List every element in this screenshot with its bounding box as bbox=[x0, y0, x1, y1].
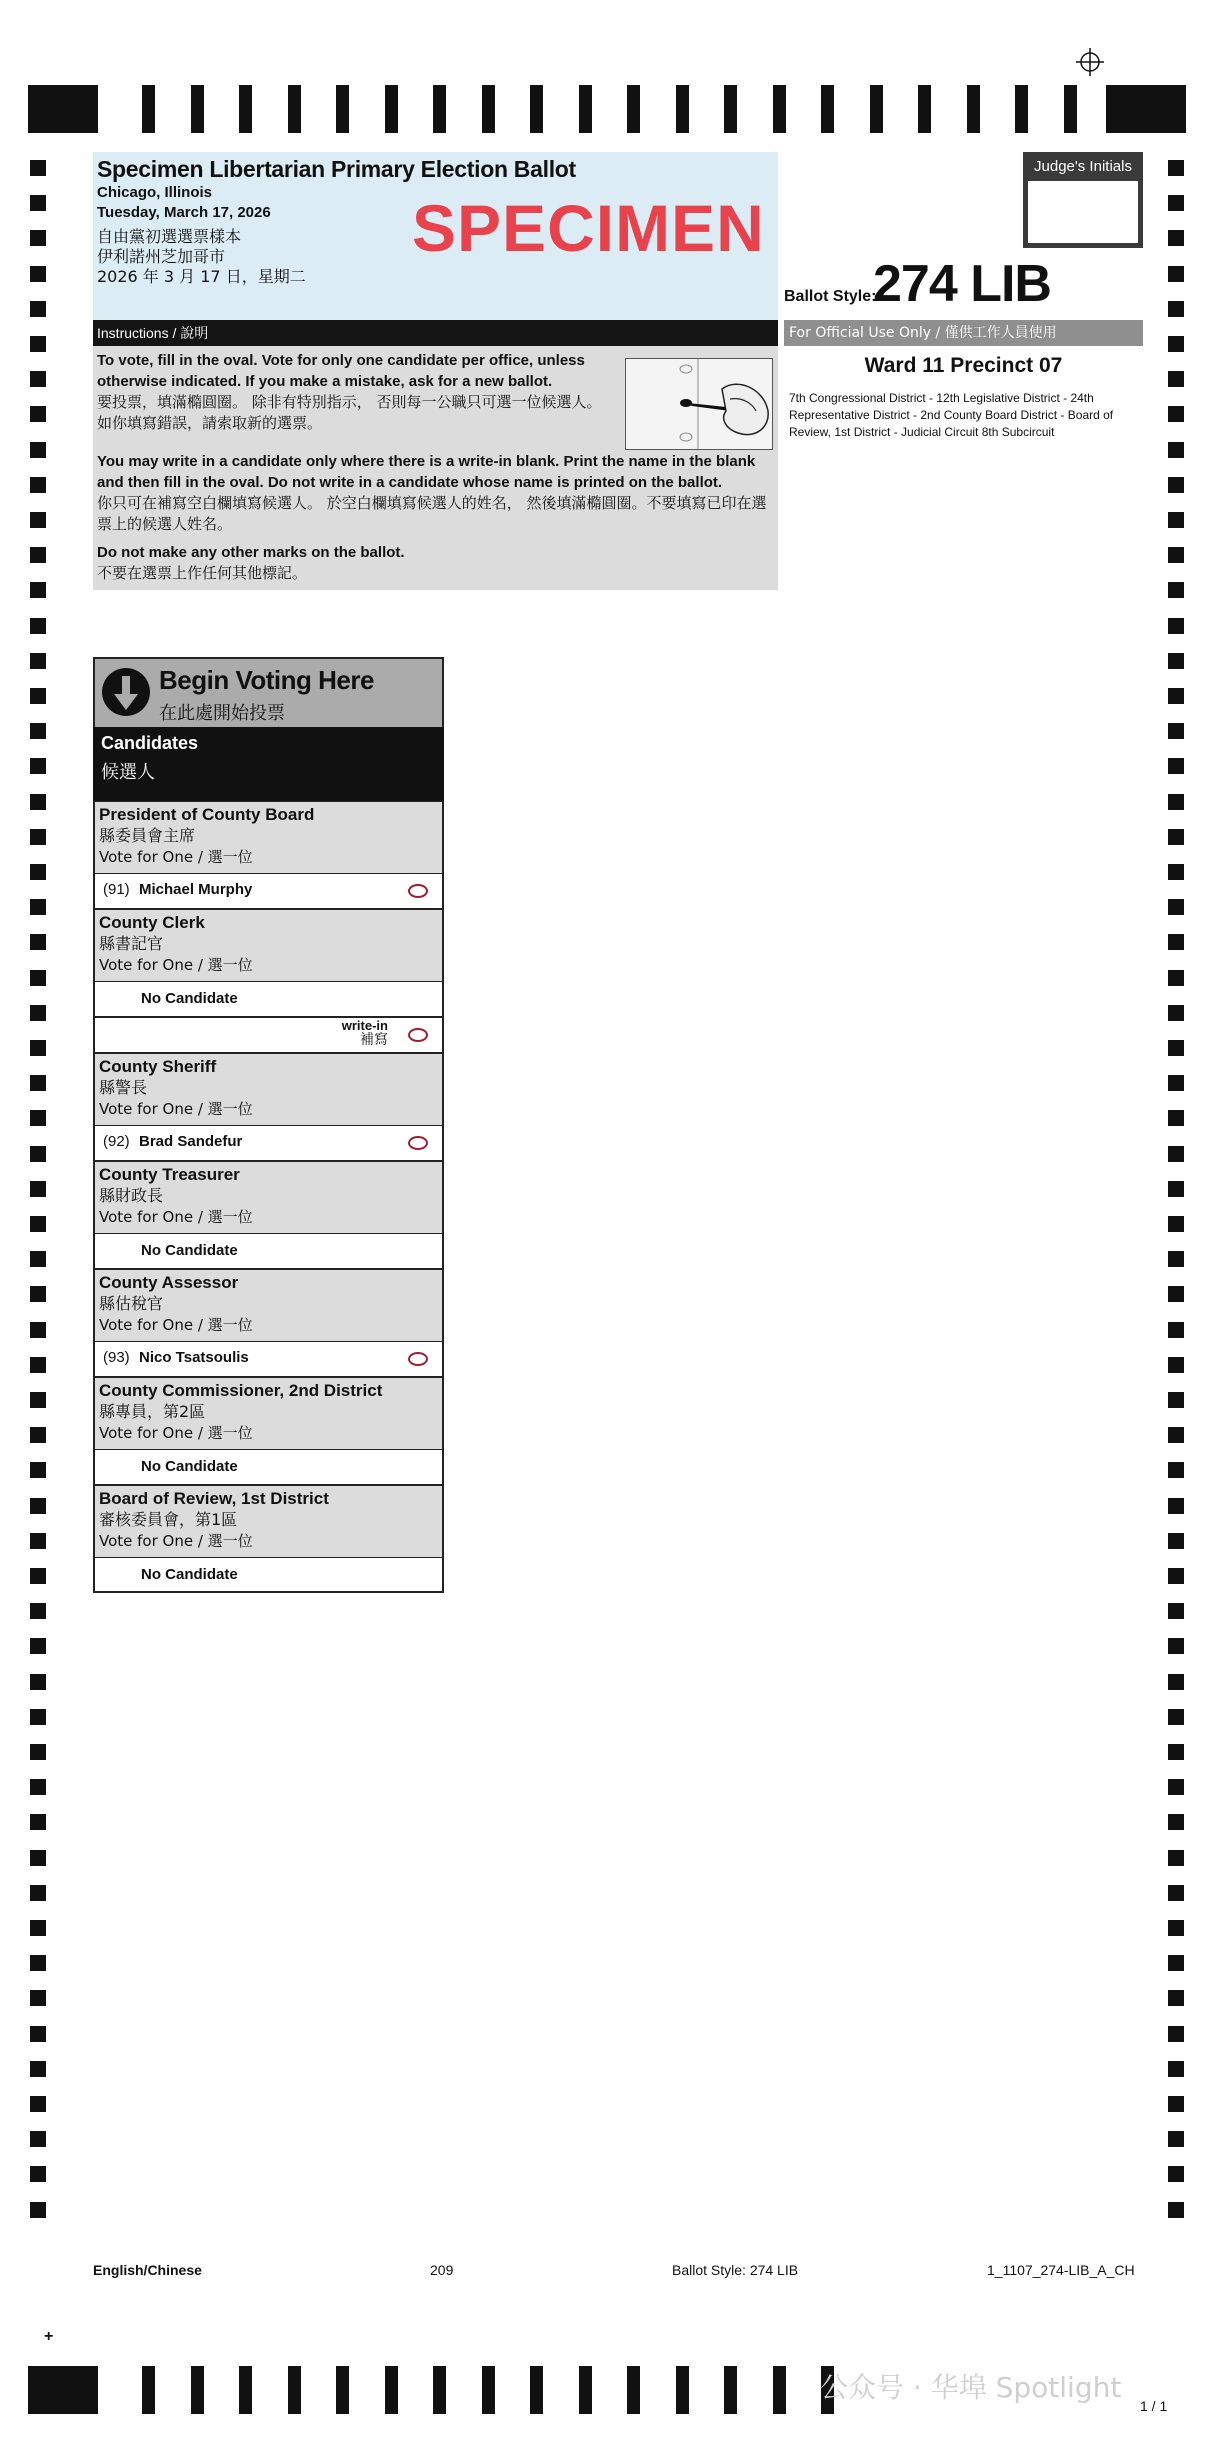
office-name: County Treasurer bbox=[99, 1165, 240, 1184]
timing-mark bbox=[967, 85, 980, 133]
no-candidate-row bbox=[93, 1557, 444, 1593]
timing-mark bbox=[30, 371, 46, 387]
office-name-zh: 縣專員，第2區 bbox=[99, 1402, 206, 1421]
timing-mark bbox=[1168, 864, 1184, 880]
timing-mark bbox=[1168, 1286, 1184, 1302]
timing-mark bbox=[30, 2061, 46, 2077]
voting-column bbox=[93, 657, 444, 1593]
timing-mark bbox=[1168, 1568, 1184, 1584]
timing-mark bbox=[821, 85, 834, 133]
office-name: Board of Review, 1st District bbox=[99, 1489, 329, 1508]
timing-mark bbox=[676, 85, 689, 133]
timing-mark bbox=[30, 1216, 46, 1232]
ballot-location: Chicago, Illinois bbox=[97, 184, 213, 201]
ward-precinct: Ward 11 Precinct 07 bbox=[864, 354, 1063, 377]
timing-mark bbox=[239, 2366, 252, 2414]
timing-mark bbox=[1168, 266, 1184, 282]
candidate-name: Michael Murphy bbox=[139, 881, 253, 898]
vote-for-one: Vote for One / 選一位 bbox=[99, 956, 253, 974]
timing-mark bbox=[30, 688, 46, 704]
timing-mark bbox=[30, 1990, 46, 2006]
office-president-county-board bbox=[93, 801, 444, 873]
timing-mark bbox=[1168, 1075, 1184, 1091]
vote-for-one: Vote for One / 選一位 bbox=[99, 848, 253, 866]
timing-mark bbox=[30, 1955, 46, 1971]
timing-mark bbox=[1168, 934, 1184, 950]
timing-mark bbox=[30, 1322, 46, 1338]
vote-oval[interactable] bbox=[408, 1352, 428, 1366]
timing-mark bbox=[30, 582, 46, 598]
candidate-number: (92) bbox=[103, 1133, 130, 1150]
timing-mark bbox=[1168, 1920, 1184, 1936]
timing-mark bbox=[1168, 829, 1184, 845]
ballot-location-zh: 伊利諾州芝加哥市 bbox=[97, 247, 226, 266]
footer-ballot-style: Ballot Style: 274 LIB bbox=[672, 2262, 799, 2278]
candidate-name: Brad Sandefur bbox=[139, 1133, 243, 1150]
office-name: County Sheriff bbox=[99, 1057, 217, 1076]
timing-mark bbox=[30, 970, 46, 986]
office-name: County Commissioner, 2nd District bbox=[99, 1381, 383, 1400]
timing-mark bbox=[1168, 899, 1184, 915]
timing-mark bbox=[30, 864, 46, 880]
office-name-zh: 審核委員會，第1區 bbox=[99, 1510, 238, 1529]
timing-mark bbox=[1168, 723, 1184, 739]
down-arrow-icon bbox=[102, 668, 150, 716]
timing-mark bbox=[627, 85, 640, 133]
write-in-row[interactable] bbox=[93, 1017, 444, 1053]
timing-mark bbox=[30, 1427, 46, 1443]
vote-oval[interactable] bbox=[408, 1136, 428, 1150]
instructions-panel bbox=[93, 346, 778, 590]
candidate-row[interactable] bbox=[93, 873, 444, 909]
timing-mark bbox=[1168, 758, 1184, 774]
timing-mark bbox=[30, 2096, 46, 2112]
timing-mark bbox=[30, 1885, 46, 1901]
vote-for-one: Vote for One / 選一位 bbox=[99, 1424, 253, 1442]
timing-mark bbox=[30, 512, 46, 528]
timing-mark bbox=[1168, 301, 1184, 317]
timing-mark bbox=[30, 1779, 46, 1795]
timing-mark bbox=[30, 1850, 46, 1866]
timing-mark bbox=[30, 829, 46, 845]
official-use-bar: For Official Use Only / 僅供工作人員使用 bbox=[784, 320, 1143, 346]
timing-mark bbox=[482, 2366, 495, 2414]
timing-mark bbox=[30, 1568, 46, 1584]
corner-mark bbox=[1106, 85, 1186, 133]
office-name: County Clerk bbox=[99, 913, 205, 932]
timing-mark bbox=[30, 1005, 46, 1021]
district-list: 7th Congressional District - 12th Legislative District - 24th Representative District - 2nd County Board District - Board of Review, 1st District - Judicial Circuit 8th Subcircuit bbox=[789, 391, 1114, 439]
timing-mark bbox=[191, 85, 204, 133]
timing-mark bbox=[30, 195, 46, 211]
timing-mark bbox=[30, 723, 46, 739]
vote-for-one: Vote for One / 選一位 bbox=[99, 1208, 253, 1226]
timing-mark bbox=[724, 2366, 737, 2414]
timing-mark bbox=[1168, 1005, 1184, 1021]
begin-voting-header bbox=[93, 657, 444, 727]
office-county-assessor bbox=[93, 1269, 444, 1341]
registration-plus-icon: + bbox=[44, 2328, 54, 2345]
timing-mark bbox=[30, 406, 46, 422]
timing-mark bbox=[1168, 1638, 1184, 1654]
timing-mark bbox=[30, 1814, 46, 1830]
candidates-label-zh: 候選人 bbox=[101, 762, 155, 783]
timing-mark bbox=[1168, 1181, 1184, 1197]
no-candidate-row bbox=[93, 1233, 444, 1269]
office-county-sheriff bbox=[93, 1053, 444, 1125]
timing-mark bbox=[530, 2366, 543, 2414]
timing-mark bbox=[191, 2366, 204, 2414]
vote-oval[interactable] bbox=[408, 1028, 428, 1042]
timing-mark bbox=[1168, 2026, 1184, 2042]
timing-mark bbox=[30, 1603, 46, 1619]
timing-mark bbox=[1168, 1216, 1184, 1232]
office-name-zh: 縣警長 bbox=[99, 1078, 148, 1097]
timing-mark bbox=[30, 1674, 46, 1690]
timing-mark bbox=[1168, 477, 1184, 493]
timing-mark bbox=[579, 2366, 592, 2414]
timing-mark bbox=[1168, 1955, 1184, 1971]
candidate-row[interactable] bbox=[93, 1125, 444, 1161]
vote-for-one: Vote for One / 選一位 bbox=[99, 1532, 253, 1550]
timing-mark bbox=[1168, 1709, 1184, 1725]
timing-mark bbox=[627, 2366, 640, 2414]
timing-mark bbox=[1015, 85, 1028, 133]
office-county-treasurer bbox=[93, 1161, 444, 1233]
candidate-number: (93) bbox=[103, 1349, 130, 1366]
timing-mark bbox=[30, 1744, 46, 1760]
timing-mark bbox=[30, 1110, 46, 1126]
timing-mark bbox=[30, 899, 46, 915]
timing-mark bbox=[30, 1040, 46, 1056]
timing-mark bbox=[1168, 1427, 1184, 1443]
timing-mark bbox=[30, 477, 46, 493]
timing-mark bbox=[30, 266, 46, 282]
office-name-zh: 縣估稅官 bbox=[99, 1294, 164, 1313]
ballot-date: Tuesday, March 17, 2026 bbox=[97, 204, 271, 221]
timing-mark bbox=[1168, 1885, 1184, 1901]
vote-for-one: Vote for One / 選一位 bbox=[99, 1100, 253, 1118]
timing-mark bbox=[579, 85, 592, 133]
timing-mark bbox=[676, 2366, 689, 2414]
write-in-label: write-in 補寫 bbox=[341, 1018, 388, 1048]
ballot-date-zh: 2026 年 3 月 17 日，星期二 bbox=[97, 267, 306, 286]
timing-mark bbox=[30, 230, 46, 246]
timing-mark bbox=[918, 85, 931, 133]
timing-mark bbox=[385, 2366, 398, 2414]
begin-voting-title-zh: 在此處開始投票 bbox=[159, 703, 285, 724]
instructions-p3: Do not make any other marks on the ballot. bbox=[97, 544, 405, 561]
timing-mark bbox=[1168, 970, 1184, 986]
timing-mark bbox=[1168, 653, 1184, 669]
timing-mark bbox=[30, 1462, 46, 1478]
no-candidate-label: No Candidate bbox=[141, 990, 238, 1007]
timing-mark bbox=[30, 2131, 46, 2147]
ballot-title: Specimen Libertarian Primary Election Ballot bbox=[97, 156, 576, 182]
timing-mark bbox=[1168, 1357, 1184, 1373]
timing-mark bbox=[30, 1533, 46, 1549]
footer-page: 1 / 1 bbox=[1140, 2398, 1168, 2414]
timing-mark bbox=[773, 2366, 786, 2414]
begin-voting-title: Begin Voting Here bbox=[159, 665, 374, 695]
timing-mark bbox=[1168, 1779, 1184, 1795]
timing-mark bbox=[30, 1286, 46, 1302]
footer-number: 209 bbox=[430, 2262, 454, 2278]
timing-mark bbox=[1168, 1603, 1184, 1619]
timing-mark bbox=[142, 2366, 155, 2414]
timing-mark bbox=[30, 1709, 46, 1725]
no-candidate-row bbox=[93, 1449, 444, 1485]
timing-mark bbox=[1168, 1322, 1184, 1338]
no-candidate-label: No Candidate bbox=[141, 1242, 238, 1259]
timing-mark bbox=[1168, 1990, 1184, 2006]
office-board-of-review bbox=[93, 1485, 444, 1557]
corner-mark bbox=[28, 85, 98, 133]
timing-mark bbox=[1168, 512, 1184, 528]
candidates-header bbox=[93, 727, 444, 801]
timing-mark bbox=[30, 1638, 46, 1654]
instructions-p1: To vote, fill in the oval. Vote for only one candidate per office, unless otherwise indicated. If you make a mistake, ask for a new ballot. bbox=[97, 352, 585, 390]
timing-mark bbox=[30, 1181, 46, 1197]
office-name-zh: 縣書記官 bbox=[99, 934, 164, 953]
timing-mark bbox=[336, 85, 349, 133]
timing-mark bbox=[1168, 1462, 1184, 1478]
timing-mark bbox=[239, 85, 252, 133]
timing-mark bbox=[336, 2366, 349, 2414]
timing-mark bbox=[30, 442, 46, 458]
timing-mark bbox=[1168, 1814, 1184, 1830]
timing-mark bbox=[724, 85, 737, 133]
office-name-zh: 縣財政長 bbox=[99, 1186, 164, 1205]
office-name-zh: 縣委員會主席 bbox=[99, 826, 196, 845]
instructions-p1-zh: 要投票，填滿橢圓圈。 除非有特別指示， 否則每一公職只可選一位候選人。 如你填寫錯誤，請索取新的選票。 bbox=[97, 393, 602, 432]
footer-language: English/Chinese bbox=[93, 2262, 202, 2278]
timing-mark bbox=[1168, 442, 1184, 458]
timing-mark bbox=[1168, 336, 1184, 352]
timing-mark bbox=[1168, 1744, 1184, 1760]
timing-mark bbox=[30, 794, 46, 810]
fill-oval-illustration-icon bbox=[625, 358, 773, 450]
office-county-commissioner bbox=[93, 1377, 444, 1449]
corner-mark bbox=[28, 2366, 98, 2414]
timing-mark bbox=[1168, 371, 1184, 387]
timing-mark bbox=[30, 1075, 46, 1091]
timing-mark bbox=[1168, 2202, 1184, 2218]
instructions-bar: Instructions / 說明 bbox=[93, 320, 778, 346]
timing-mark bbox=[1168, 230, 1184, 246]
timing-mark bbox=[1168, 2096, 1184, 2112]
timing-mark bbox=[30, 1146, 46, 1162]
timing-mark bbox=[385, 85, 398, 133]
timing-mark bbox=[30, 1498, 46, 1514]
ballot-style-value: 274 LIB bbox=[873, 255, 1051, 313]
timing-mark bbox=[1168, 1533, 1184, 1549]
office-name: President of County Board bbox=[99, 805, 315, 824]
timing-mark bbox=[1168, 1040, 1184, 1056]
timing-mark bbox=[30, 934, 46, 950]
instructions-p3-zh: 不要在選票上作任何其他標記。 bbox=[97, 564, 308, 582]
timing-mark bbox=[1168, 1110, 1184, 1126]
timing-mark bbox=[1168, 160, 1184, 176]
ballot-style-label: Ballot Style: bbox=[784, 288, 877, 305]
timing-mark bbox=[1168, 1850, 1184, 1866]
timing-mark bbox=[773, 85, 786, 133]
no-candidate-row bbox=[93, 981, 444, 1017]
vote-for-one: Vote for One / 選一位 bbox=[99, 1316, 253, 1334]
timing-mark bbox=[1168, 406, 1184, 422]
timing-mark bbox=[1168, 688, 1184, 704]
timing-mark bbox=[1168, 547, 1184, 563]
judges-initials-label: Judge's Initials bbox=[1028, 157, 1138, 181]
registration-mark-icon bbox=[1074, 46, 1106, 78]
candidate-row[interactable] bbox=[93, 1341, 444, 1377]
timing-mark bbox=[1168, 794, 1184, 810]
footer-code: 1_1107_274-LIB_A_CH bbox=[987, 2262, 1135, 2278]
timing-mark bbox=[433, 2366, 446, 2414]
judges-initials-box bbox=[1023, 152, 1143, 248]
timing-mark bbox=[30, 618, 46, 634]
timing-mark bbox=[1168, 2166, 1184, 2182]
timing-mark bbox=[1064, 85, 1077, 133]
no-candidate-label: No Candidate bbox=[141, 1566, 238, 1583]
timing-mark bbox=[30, 1920, 46, 1936]
timing-mark bbox=[30, 758, 46, 774]
timing-mark bbox=[1168, 1146, 1184, 1162]
timing-mark bbox=[482, 85, 495, 133]
specimen-stamp: SPECIMEN bbox=[412, 191, 765, 265]
timing-mark bbox=[1168, 582, 1184, 598]
timing-mark bbox=[288, 2366, 301, 2414]
timing-mark bbox=[30, 2166, 46, 2182]
candidates-label: Candidates bbox=[101, 733, 199, 753]
timing-mark bbox=[1168, 618, 1184, 634]
candidate-number: (91) bbox=[103, 881, 130, 898]
instructions-p2: You may write in a candidate only where there is a write-in blank. Print the name in the blank and then fill in the oval. Do not write in a candidate whose name is printed on the ballot. bbox=[97, 453, 756, 491]
timing-mark bbox=[30, 653, 46, 669]
office-name: County Assessor bbox=[99, 1273, 239, 1292]
timing-mark bbox=[1168, 2131, 1184, 2147]
timing-mark bbox=[30, 1392, 46, 1408]
timing-mark bbox=[30, 1357, 46, 1373]
timing-mark bbox=[30, 547, 46, 563]
timing-mark bbox=[1168, 1251, 1184, 1267]
watermark: 公众号 · 华埠 Spotlight bbox=[820, 2371, 1122, 2404]
timing-mark bbox=[870, 85, 883, 133]
timing-mark bbox=[288, 85, 301, 133]
candidate-name: Nico Tsatsoulis bbox=[139, 1349, 249, 1366]
timing-mark bbox=[1168, 195, 1184, 211]
timing-mark bbox=[30, 336, 46, 352]
instructions-p2-zh: 你只可在補寫空白欄填寫候選人。 於空白欄填寫候選人的姓名， 然後填滿橢圓圈。不要填寫已印在選票上的候選人姓名。 bbox=[97, 494, 767, 533]
vote-oval[interactable] bbox=[408, 884, 428, 898]
timing-mark bbox=[30, 301, 46, 317]
timing-mark bbox=[433, 85, 446, 133]
timing-mark bbox=[30, 2026, 46, 2042]
office-county-clerk bbox=[93, 909, 444, 981]
timing-mark bbox=[1168, 1674, 1184, 1690]
timing-mark bbox=[142, 85, 155, 133]
timing-mark bbox=[30, 2202, 46, 2218]
timing-mark bbox=[1168, 2061, 1184, 2077]
timing-mark bbox=[1168, 1498, 1184, 1514]
timing-mark bbox=[1168, 1392, 1184, 1408]
timing-mark bbox=[30, 160, 46, 176]
no-candidate-label: No Candidate bbox=[141, 1458, 238, 1475]
ballot-title-zh: 自由黨初選選票樣本 bbox=[97, 227, 242, 246]
timing-mark bbox=[30, 1251, 46, 1267]
timing-mark bbox=[530, 85, 543, 133]
